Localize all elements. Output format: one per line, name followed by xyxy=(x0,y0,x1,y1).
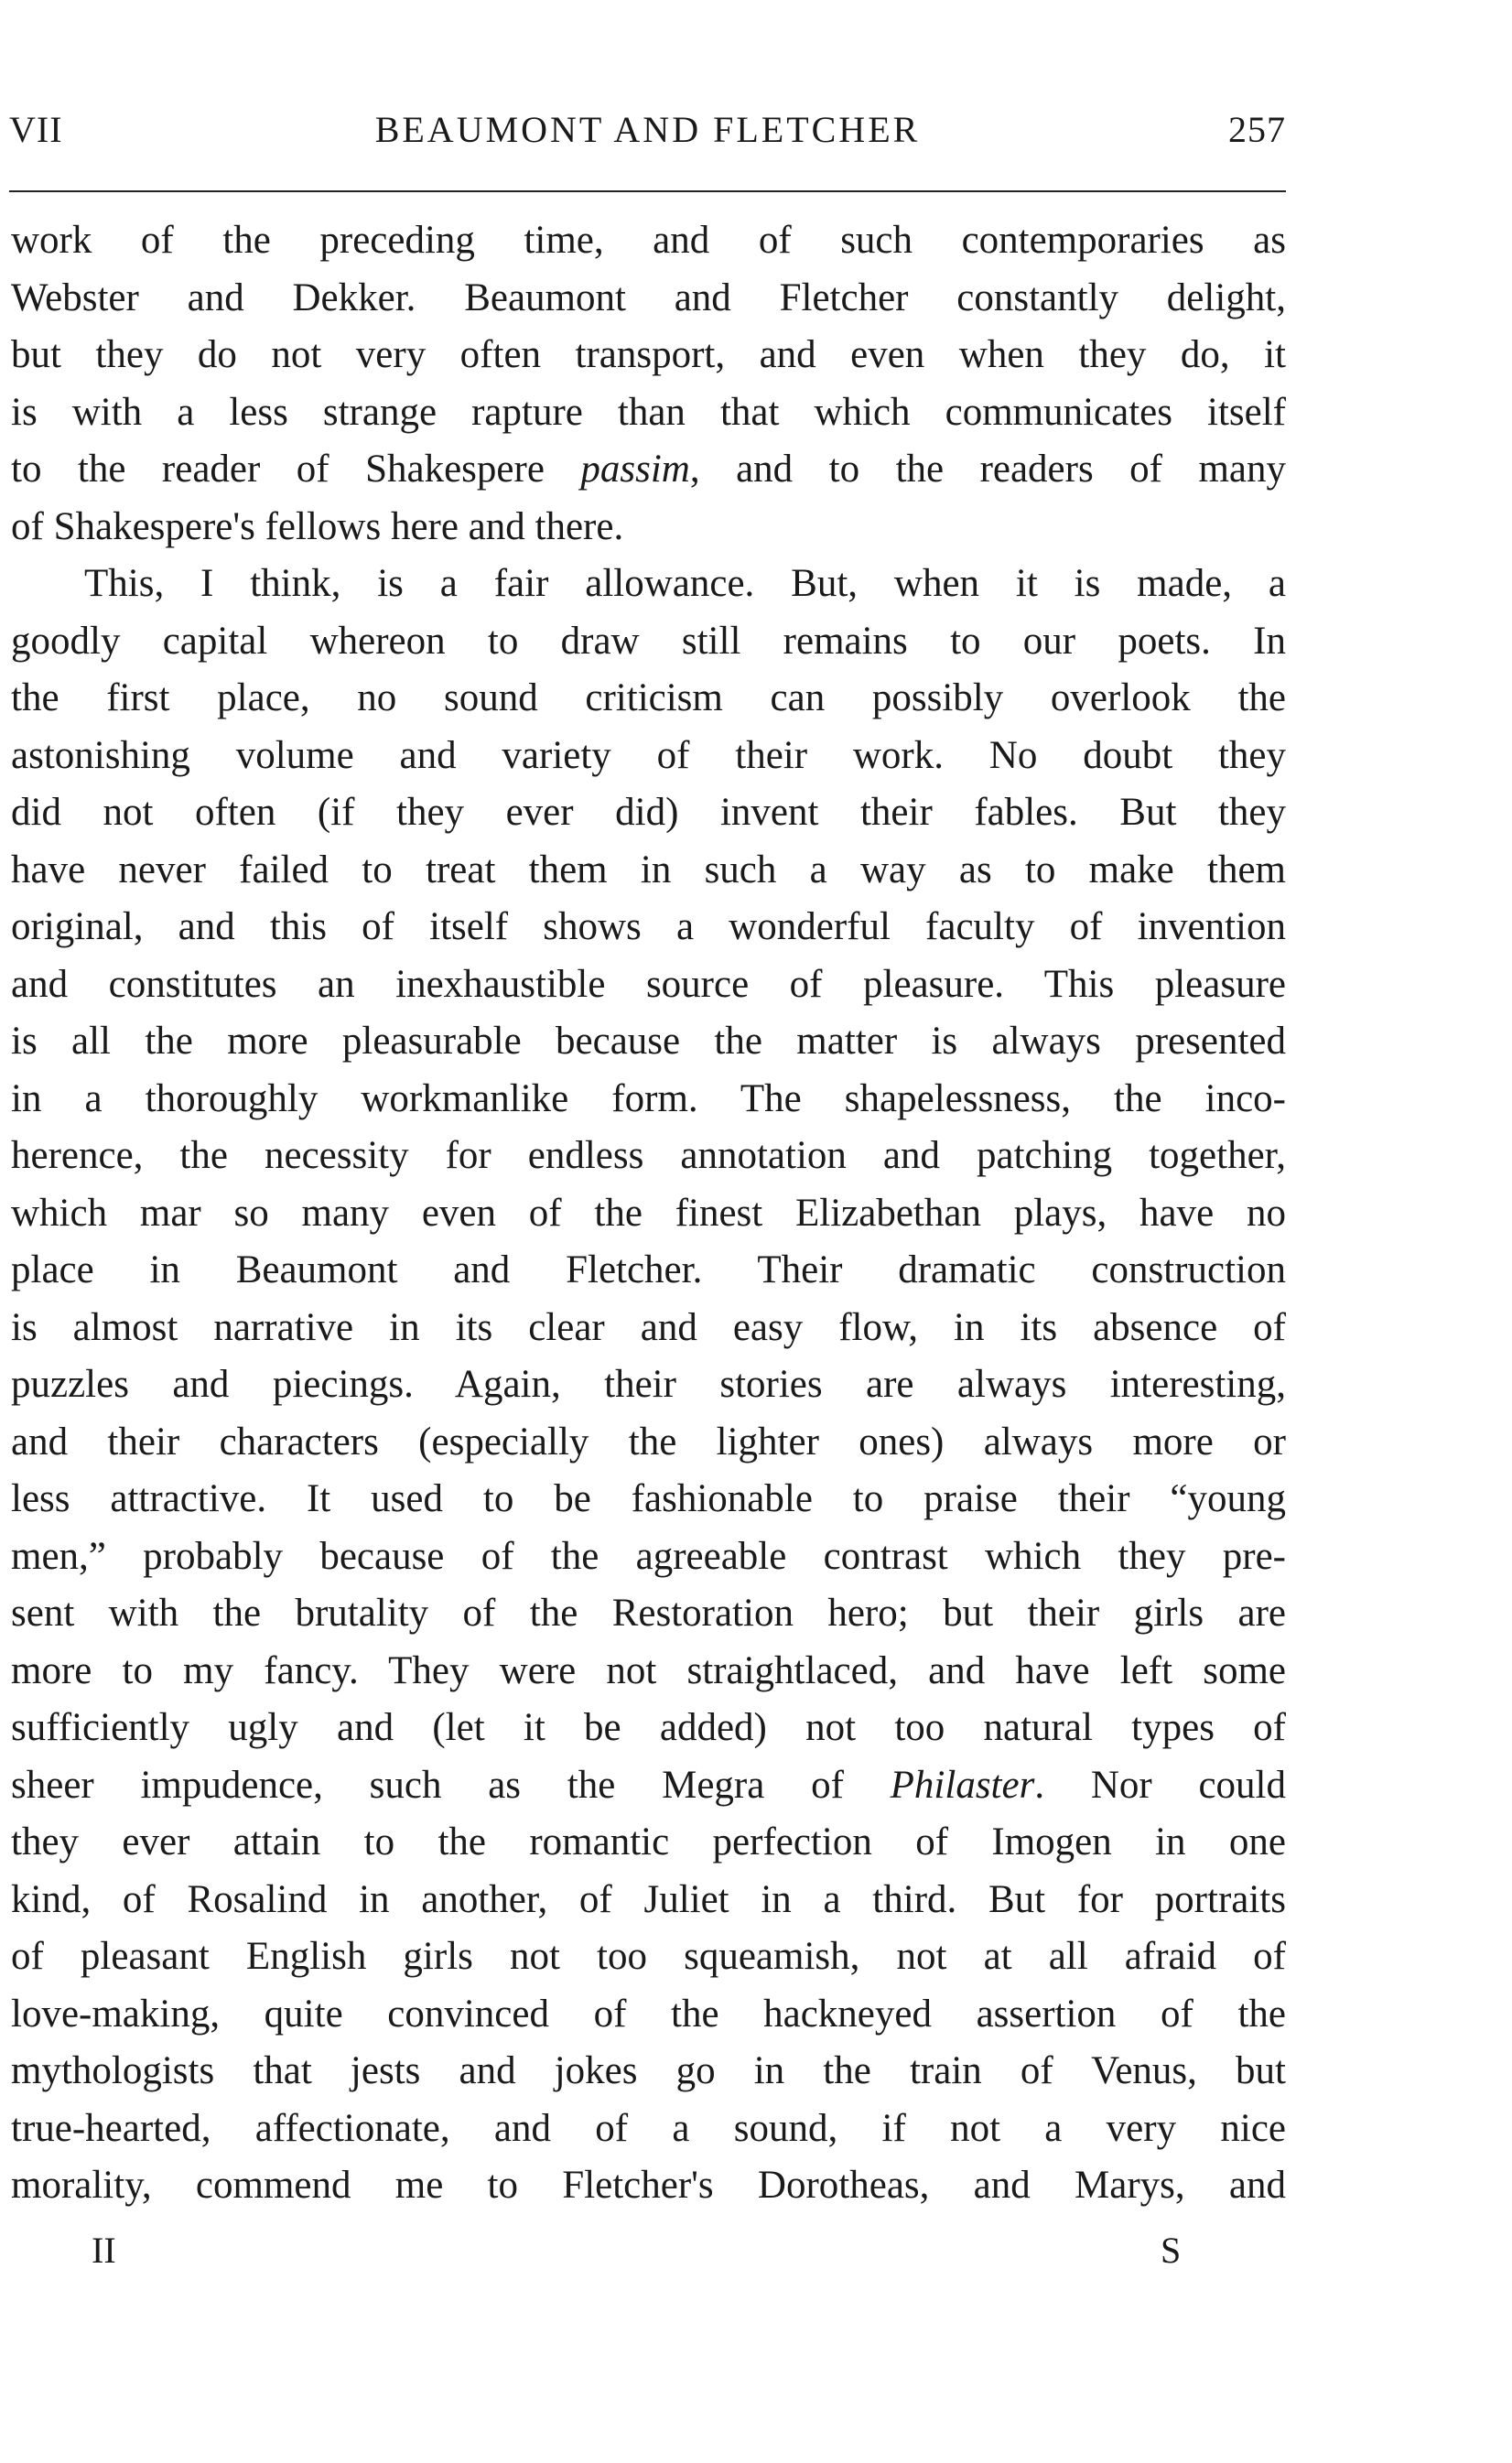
text-line: mythologists that jests and jokes go in the train of Venus, but xyxy=(11,2049,1286,2092)
text-line: is with a less strange rapture than that which communicates itself xyxy=(11,390,1286,434)
text-line: is all the more pleasurable because the matter is always presented xyxy=(11,1020,1286,1063)
gathering-mark: S xyxy=(1161,2230,1182,2271)
text-line: place in Beaumont and Fletcher. Their dramatic construction xyxy=(11,1248,1286,1291)
text-line xyxy=(11,441,1286,499)
text-line: of Shakespere's fellows here and there. xyxy=(11,504,624,548)
text-line: in a thoroughly workmanlike form. The shapelessness, the inco- xyxy=(11,1076,1286,1120)
text-line: which mar so many even of the finest Elizabethan plays, have no xyxy=(11,1191,1286,1235)
text-line xyxy=(11,1757,1286,1815)
body-text xyxy=(11,212,1286,2215)
text-line: have never failed to treat them in such a way as to make them xyxy=(11,848,1286,891)
text-line: original, and this of itself shows a wonderful faculty of invention xyxy=(11,905,1286,948)
running-title: BEAUMONT AND FLETCHER xyxy=(374,109,921,150)
text-line: less attractive. It used to be fashionable to praise their “young xyxy=(11,1477,1286,1520)
text-line: did not often (if they ever did) invent their fables. But they xyxy=(11,791,1286,834)
header-rule xyxy=(9,190,1286,192)
text-line: puzzles and piecings. Again, their stories are always interesting, xyxy=(11,1363,1286,1406)
text-line: and their characters (especially the lighter ones) always more or xyxy=(11,1420,1286,1464)
text-line: work of the preceding time, and of such contemporaries as xyxy=(11,219,1286,262)
text-line: This, I think, is a fair allowance. But, when it is made, a xyxy=(84,562,1286,605)
text-line: more to my fancy. They were not straightlaced, and have left some xyxy=(11,1648,1286,1692)
italic-title: Philaster xyxy=(890,1763,1035,1807)
text-span: , and to the readers of many xyxy=(689,448,1287,491)
text-line: is almost narrative in its clear and easy flow, in its absence of xyxy=(11,1305,1286,1349)
text-line: herence, the necessity for endless annotation and patching together, xyxy=(11,1134,1286,1177)
text-line: and constitutes an inexhaustible source of pleasure. This pleasure xyxy=(11,962,1286,1006)
text-line: the first place, no sound criticism can possibly overlook the xyxy=(11,676,1286,719)
text-span: . Nor could xyxy=(1034,1763,1287,1807)
text-span: to the reader of Shakespere xyxy=(11,448,581,491)
text-line: morality, commend me to Fletcher's Dorotheas, and Marys, and xyxy=(11,2164,1286,2207)
italic-term: passim xyxy=(580,448,690,491)
text-line: true-hearted, affectionate, and of a sound, if not a very nice xyxy=(11,2106,1286,2150)
text-line: men,” probably because of the agreeable contrast which they pre- xyxy=(11,1534,1286,1578)
page-number: 257 xyxy=(1228,109,1286,150)
text-line: goodly capital whereon to draw still remains to our poets. In xyxy=(11,619,1286,663)
signature-mark: II xyxy=(92,2230,116,2271)
text-line: astonishing volume and variety of their work. No doubt they xyxy=(11,733,1286,777)
text-line: of pleasant English girls not too squeamish, not at all afraid of xyxy=(11,1935,1286,1978)
chapter-number: VII xyxy=(9,109,63,150)
text-span: sheer impudence, such as the Megra of xyxy=(11,1763,891,1807)
text-line: they ever attain to the romantic perfection of Imogen in one xyxy=(11,1820,1286,1863)
running-head xyxy=(9,108,1286,154)
text-line: love-making, quite convinced of the hackneyed assertion of the xyxy=(11,1992,1286,2036)
text-line: but they do not very often transport, and even when they do, it xyxy=(11,333,1286,376)
text-line: Webster and Dekker. Beaumont and Fletcher constantly delight, xyxy=(11,275,1286,319)
text-line: sufficiently ugly and (let it be added) not too natural types of xyxy=(11,1706,1286,1749)
text-line: sent with the brutality of the Restoration hero; but their girls are xyxy=(11,1592,1286,1635)
text-line: kind, of Rosalind in another, of Juliet in a third. But for portraits xyxy=(11,1877,1286,1921)
